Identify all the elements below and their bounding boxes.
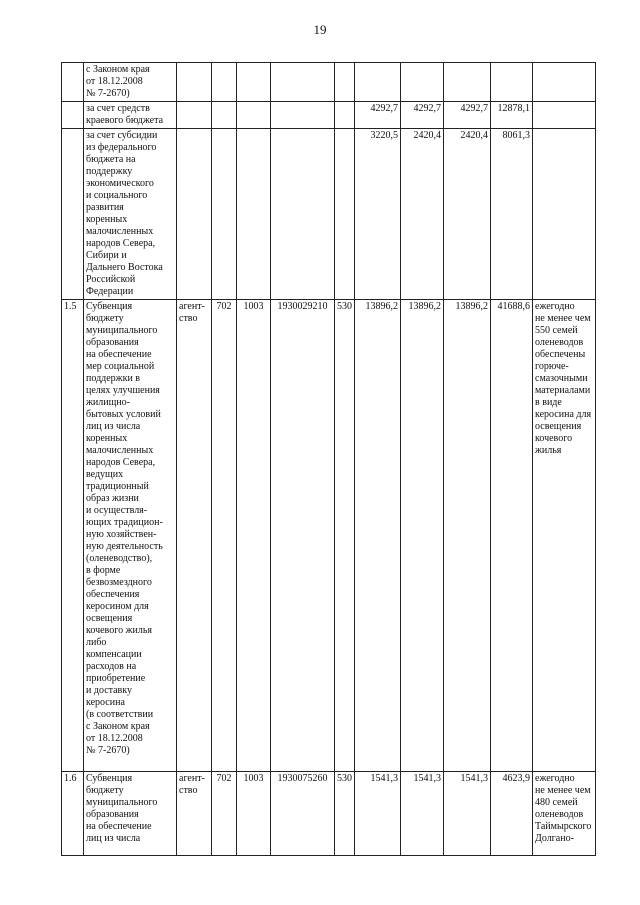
grbs-code (212, 102, 237, 129)
rzpr-code (237, 63, 271, 102)
row-number: 1.6 (62, 772, 84, 856)
year3-amount: 4292,7 (444, 102, 491, 129)
row-number (62, 102, 84, 129)
rzpr-code (237, 129, 271, 300)
administrator (177, 129, 212, 300)
rzpr-code (237, 102, 271, 129)
year2-amount: 2420,4 (401, 129, 444, 300)
year2-amount: 4292,7 (401, 102, 444, 129)
table-row (62, 129, 596, 300)
year3-amount: 2420,4 (444, 129, 491, 300)
year1-amount: 13896,2 (355, 300, 401, 772)
expected-result (533, 102, 596, 129)
total-amount: 8061,3 (491, 129, 533, 300)
csr-code (271, 129, 335, 300)
total-amount: 12878,1 (491, 102, 533, 129)
page-number: 19 (313, 22, 327, 37)
rzpr-code: 1003 (237, 300, 271, 772)
year3-amount (444, 63, 491, 102)
year3-amount: 1541,3 (444, 772, 491, 856)
grbs-code (212, 63, 237, 102)
grbs-code: 702 (212, 772, 237, 856)
expected-result (533, 63, 596, 102)
csr-code: 1930029210 (271, 300, 335, 772)
year1-amount: 1541,3 (355, 772, 401, 856)
administrator (177, 63, 212, 102)
measure-name: Субвенция бюджету муниципального образования на обеспечение лиц из числа (84, 772, 177, 856)
row-number: 1.5 (62, 300, 84, 772)
table-row (62, 102, 596, 129)
total-amount (491, 63, 533, 102)
rzpr-code: 1003 (237, 772, 271, 856)
grbs-code: 702 (212, 300, 237, 772)
csr-code (271, 63, 335, 102)
vr-code: 530 (335, 772, 355, 856)
vr-code (335, 63, 355, 102)
administrator: агент- ство (177, 772, 212, 856)
year2-amount: 1541,3 (401, 772, 444, 856)
row-number (62, 63, 84, 102)
total-amount: 4623,9 (491, 772, 533, 856)
expected-result: ежегодно не менее чем 480 семей оленеводов Таймырского Долгано- (533, 772, 596, 856)
row-number (62, 129, 84, 300)
vr-code (335, 102, 355, 129)
year1-amount: 3220,5 (355, 129, 401, 300)
total-amount: 41688,6 (491, 300, 533, 772)
csr-code: 1930075260 (271, 772, 335, 856)
grbs-code (212, 129, 237, 300)
expected-result: ежегодно не менее чем 550 семей оленеводов обеспечены горюче- смазочными материалами в виде керосина для освещения кочевого жилья (533, 300, 596, 772)
csr-code (271, 102, 335, 129)
measure-name: за счет средств краевого бюджета (84, 102, 177, 129)
administrator (177, 102, 212, 129)
year2-amount: 13896,2 (401, 300, 444, 772)
year3-amount: 13896,2 (444, 300, 491, 772)
measure-name: за счет субсидии из федерального бюджета на поддержку экономического и социального развития коренных малочисленных народов Севера, Сибири и Дальнего Востока Российской Федерации (84, 129, 177, 300)
table-row (62, 772, 596, 856)
year1-amount: 4292,7 (355, 102, 401, 129)
table-row (62, 63, 596, 102)
measure-name: Субвенция бюджету муниципального образования на обеспечение мер социальной поддержки в целях улучшения жилищно- бытовых условий лиц из числа коренных малочисленных народов Севера, ведущих традиционный образ жизни и осуществля- ющих традицион- ную хозяйствен- ную деятельность (оленеводство), в форме безвозмездного обеспечения керосином для освещения кочевого жилья либо компенсации расходов на приобретение и доставку керосина (в соответствии с Законом края от 18.12.2008 № 7-2670) (84, 300, 177, 772)
budget-table (61, 62, 596, 856)
administrator: агент- ство (177, 300, 212, 772)
table-row (62, 300, 596, 772)
year2-amount (401, 63, 444, 102)
expected-result (533, 129, 596, 300)
vr-code (335, 129, 355, 300)
vr-code: 530 (335, 300, 355, 772)
year1-amount (355, 63, 401, 102)
measure-name: с Законом края от 18.12.2008 № 7-2670) (84, 63, 177, 102)
